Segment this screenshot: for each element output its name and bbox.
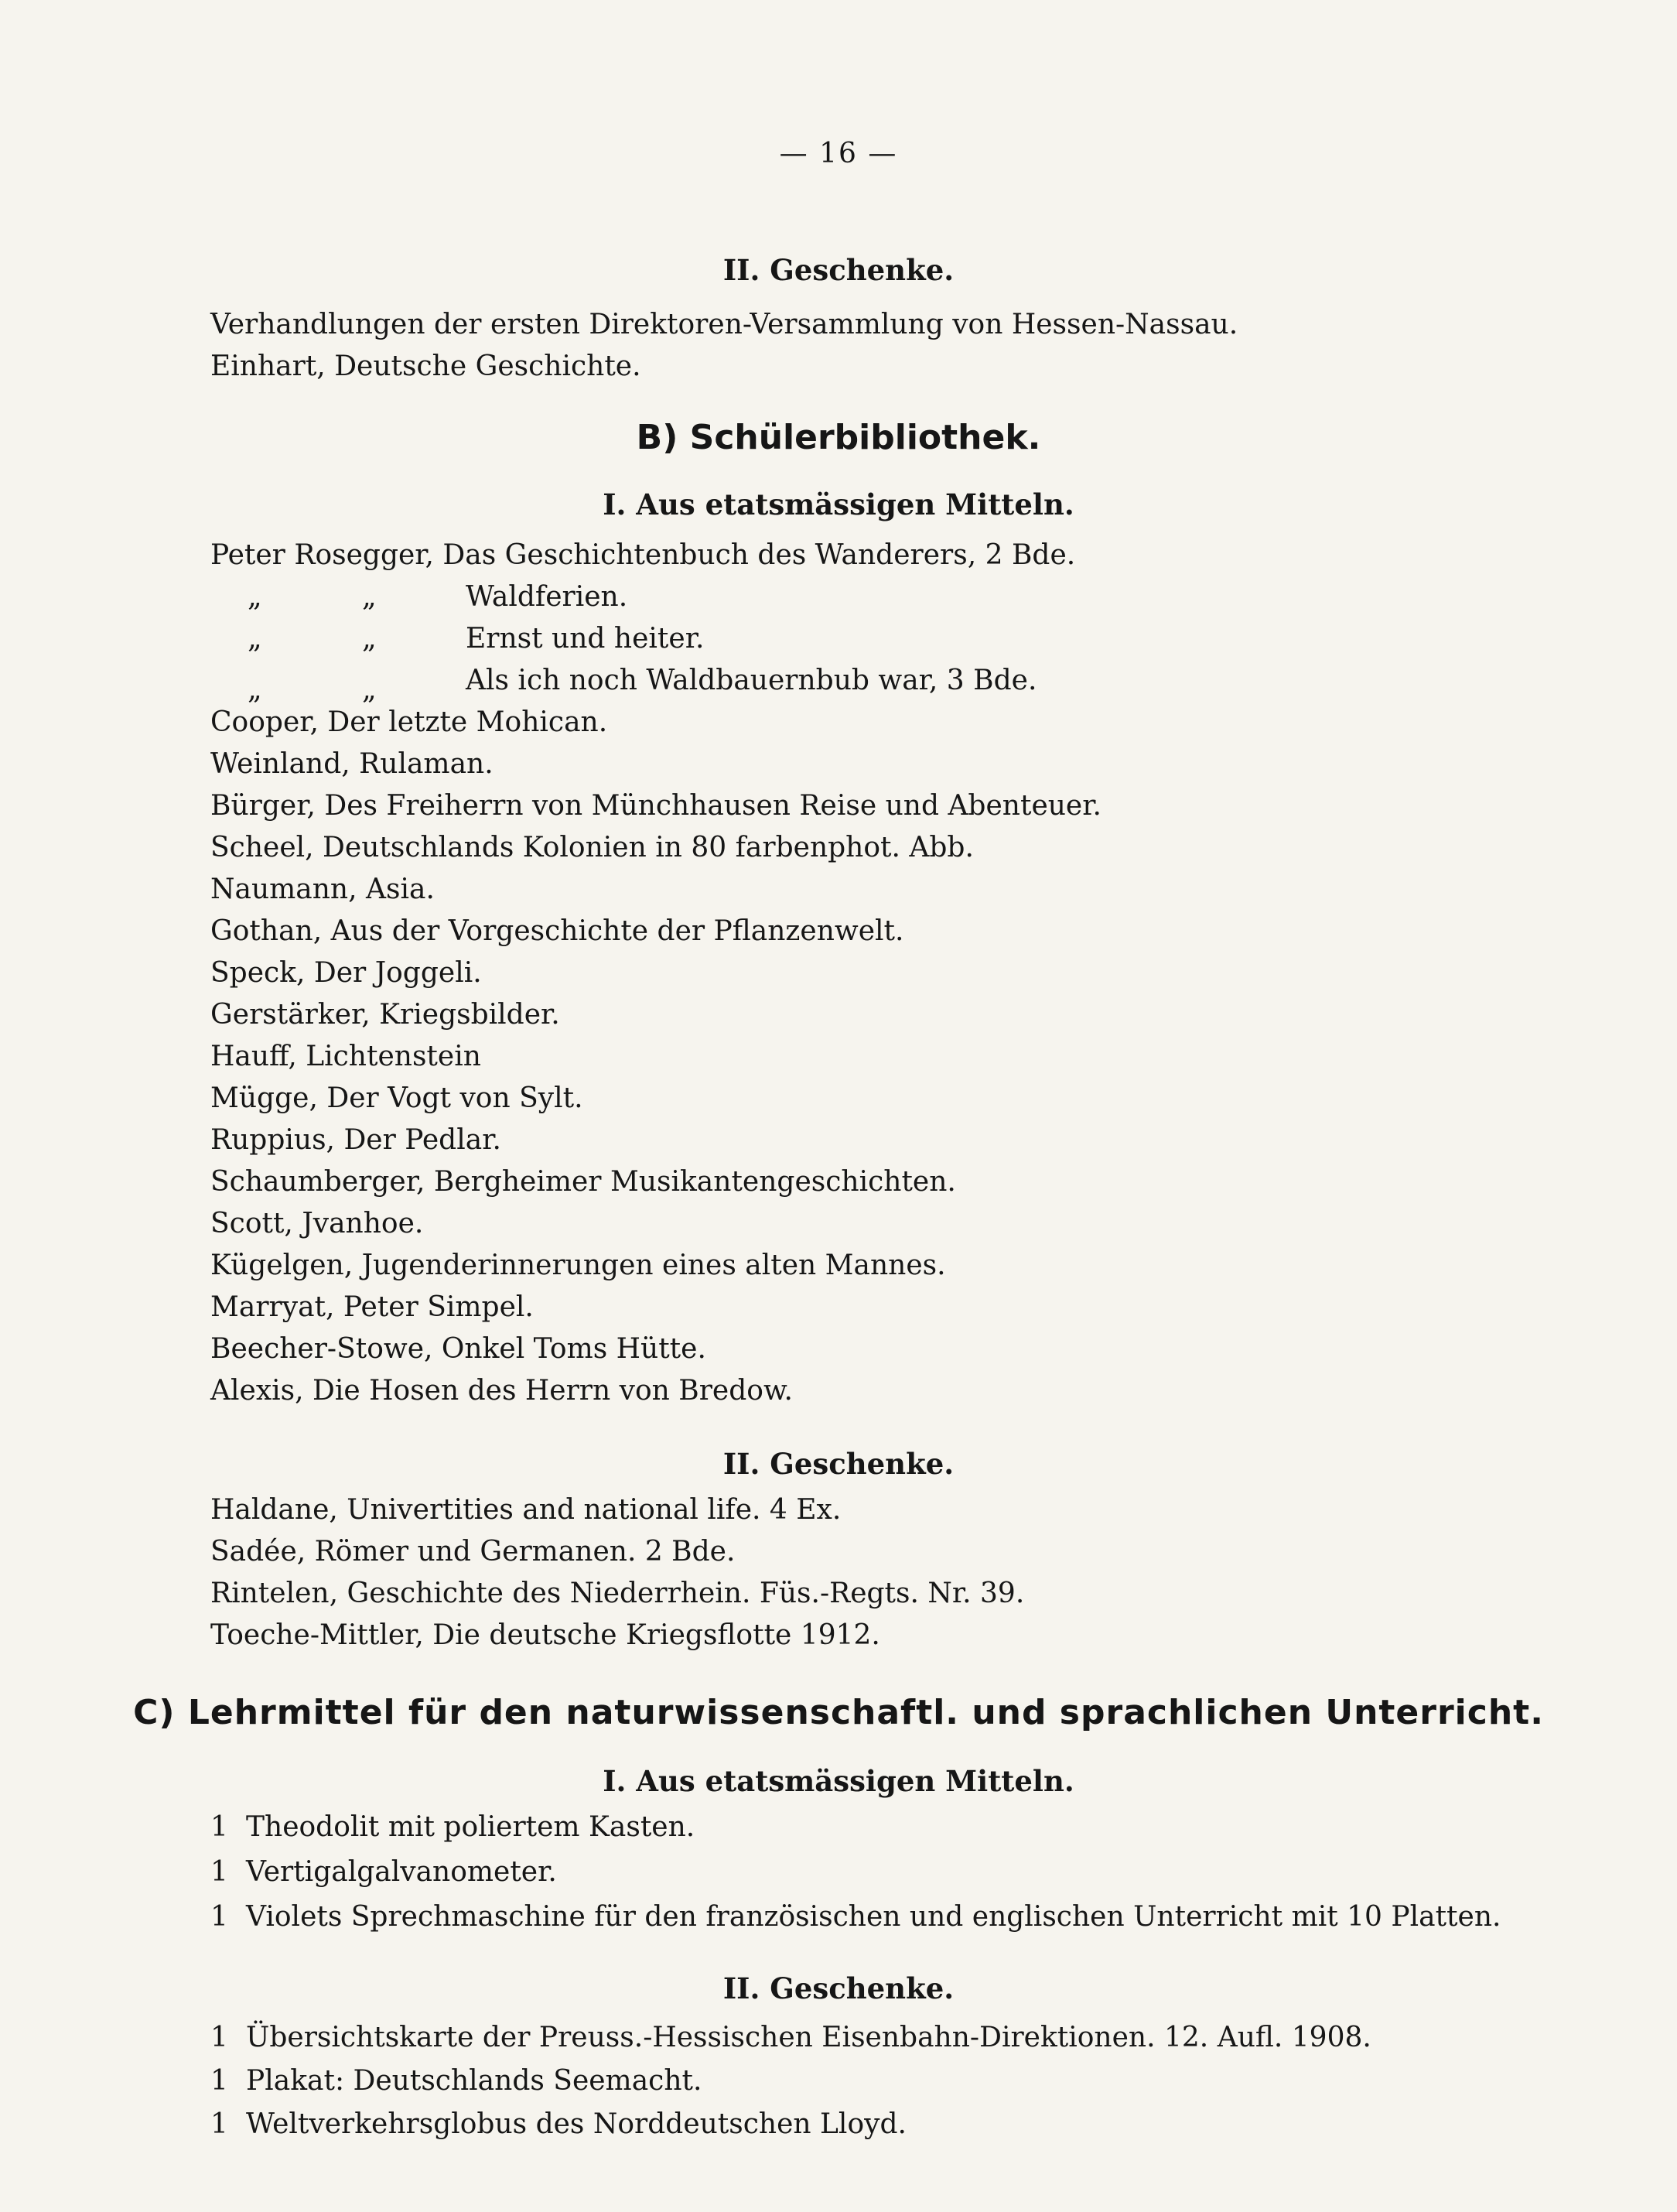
section-c-title: C) Lehrmittel für den naturwissenschaftl. und sprachlichen Unterricht. (133, 1693, 1544, 1732)
item-text: Theodolit mit poliertem Kasten. (246, 1811, 695, 1843)
list-item: Hauff, Lichtenstein (210, 1041, 481, 1072)
list-item: Cooper, Der letzte Mohican. (210, 706, 608, 738)
ditto-item-text: Waldferien. (466, 581, 628, 613)
list-item: Naumann, Asia. (210, 874, 435, 905)
list-item: Scheel, Deutschlands Kolonien in 80 farbenphot. Abb. (210, 832, 974, 863)
list-item: Schaumberger, Bergheimer Musikantengeschichten. (210, 1166, 956, 1198)
list-item: Beecher-Stowe, Onkel Toms Hütte. (210, 1333, 706, 1365)
list-item: Kügelgen, Jugenderinnerungen eines alten Mannes. (210, 1250, 946, 1281)
list-item: Peter Rosegger, Das Geschichtenbuch des Wanderers, 2 Bde. (210, 539, 1076, 571)
ditto-mark: „ (362, 581, 377, 613)
item-text: Plakat: Deutschlands Seemacht. (246, 2065, 702, 2097)
section-b-funds-heading: I. Aus etatsmässigen Mitteln. (603, 487, 1074, 521)
section-b-gifts-heading: II. Geschenke. (722, 1447, 955, 1481)
ditto-list-item (210, 580, 1139, 614)
list-item: Gerstärker, Kriegsbilder. (210, 999, 560, 1031)
item-quantity: 1 (210, 1901, 228, 1933)
list-item: Scott, Jvanhoe. (210, 1208, 424, 1239)
list-item (210, 1810, 695, 1844)
ditto-list-item (210, 622, 1139, 656)
list-item (210, 2064, 702, 2097)
ditto-item-text: Ernst und heiter. (466, 623, 705, 655)
page-number: — 16 — (779, 138, 898, 169)
list-item: Weinland, Rulaman. (210, 748, 494, 780)
ditto-mark: „ (248, 623, 262, 655)
item-text: Weltverkehrsglobus des Norddeutschen Lloyd. (246, 2108, 907, 2140)
part-a-gifts-heading: II. Geschenke. (722, 253, 955, 287)
list-item: Toeche-Mittler, Die deutsche Kriegsflotte 1912. (210, 1619, 880, 1651)
list-item: Verhandlungen der ersten Direktoren-Versammlung von Hessen-Nassau. (210, 309, 1238, 340)
list-item (210, 2021, 1371, 2054)
list-item (210, 2108, 907, 2141)
ditto-mark: „ (248, 581, 262, 613)
ditto-mark: „ (362, 623, 377, 655)
item-quantity: 1 (210, 1811, 228, 1843)
ditto-mark: „ (362, 674, 377, 706)
list-item: Haldane, Univertities and national life. 4 Ex. (210, 1494, 842, 1526)
ditto-item-text: Als ich noch Waldbauernbub war, 3 Bde. (466, 665, 1037, 696)
list-item (210, 1855, 557, 1889)
list-item: Marryat, Peter Simpel. (210, 1291, 534, 1323)
list-item: Mügge, Der Vogt von Sylt. (210, 1082, 583, 1114)
item-quantity: 1 (210, 2022, 228, 2053)
list-item: Rintelen, Geschichte des Niederrhein. Füs.-Regts. Nr. 39. (210, 1578, 1025, 1609)
list-item: Speck, Der Joggeli. (210, 957, 482, 989)
section-b-title: B) Schülerbibliothek. (636, 418, 1041, 457)
list-item: Ruppius, Der Pedlar. (210, 1124, 501, 1156)
ditto-list-item (210, 664, 1139, 706)
item-quantity: 1 (210, 2108, 228, 2140)
item-text: Vertigalgalvanometer. (246, 1856, 557, 1888)
list-item: Einhart, Deutsche Geschichte. (210, 350, 641, 382)
item-text: Violets Sprechmaschine für den französischen und englischen Unterricht mit 10 Platten. (246, 1901, 1501, 1933)
section-c-gifts-heading: II. Geschenke. (722, 1971, 955, 2005)
item-text: Übersichtskarte der Preuss.-Hessischen Eisenbahn-Direktionen. 12. Aufl. 1908. (246, 2022, 1371, 2053)
list-item: Sadée, Römer und Germanen. 2 Bde. (210, 1536, 736, 1568)
item-quantity: 1 (210, 1856, 228, 1888)
ditto-mark: „ (248, 674, 262, 706)
list-item: Alexis, Die Hosen des Herrn von Bredow. (210, 1375, 793, 1407)
list-item: Gothan, Aus der Vorgeschichte der Pflanzenwelt. (210, 915, 904, 947)
item-quantity: 1 (210, 2065, 228, 2097)
list-item (210, 1900, 1501, 1933)
list-item: Bürger, Des Freiherrn von Münchhausen Reise und Abenteuer. (210, 790, 1101, 822)
section-c-funds-heading: I. Aus etatsmässigen Mitteln. (603, 1764, 1074, 1798)
